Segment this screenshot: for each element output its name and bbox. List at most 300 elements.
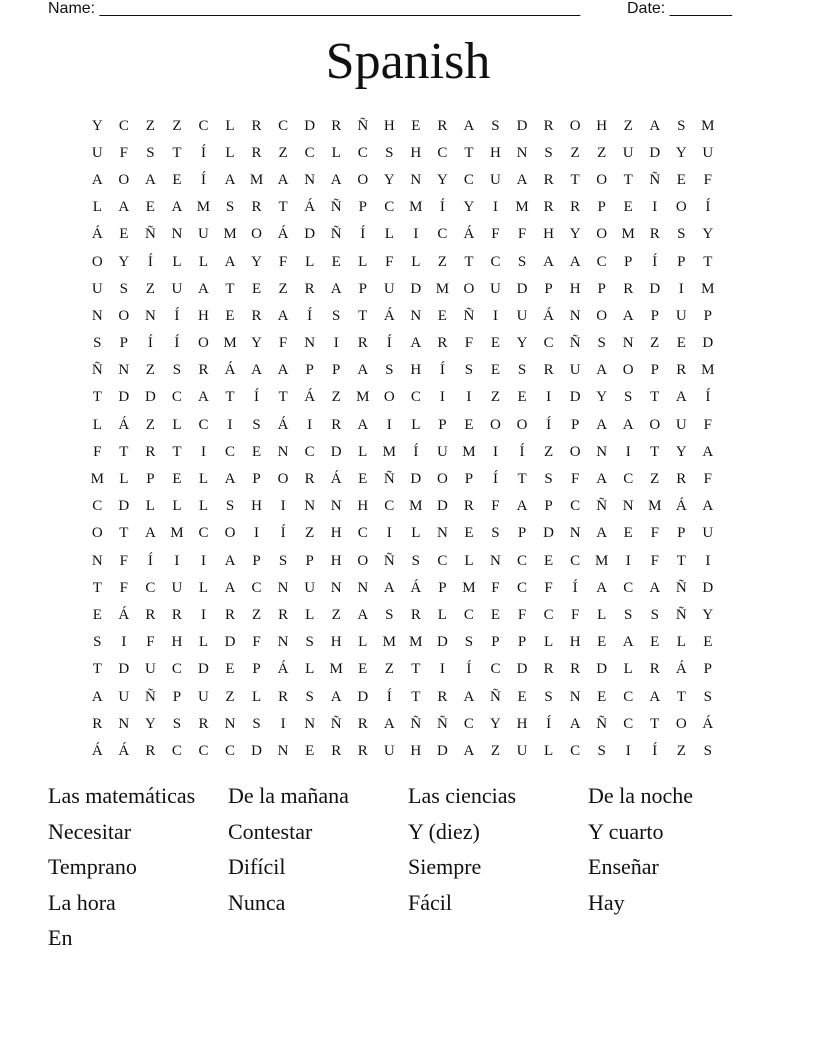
grid-cell[interactable]: N (622, 335, 634, 352)
grid-cell[interactable]: C (570, 742, 581, 759)
grid-cell[interactable]: Í (386, 335, 392, 352)
grid-cell[interactable]: S (278, 552, 288, 569)
grid-cell[interactable]: N (277, 443, 289, 460)
grid-cell[interactable]: U (304, 579, 316, 596)
grid-cell[interactable]: E (597, 688, 607, 705)
grid-cell[interactable]: L (172, 498, 182, 515)
grid-cell[interactable]: T (278, 199, 288, 216)
grid-cell[interactable]: D (410, 280, 422, 297)
grid-cell[interactable]: N (410, 307, 422, 324)
grid-cell[interactable]: Í (439, 199, 445, 216)
grid-cell[interactable]: S (385, 606, 394, 623)
grid-cell[interactable]: E (358, 471, 368, 488)
grid-cell[interactable]: A (569, 715, 581, 732)
grid-cell[interactable]: Y (596, 389, 608, 406)
grid-cell[interactable]: H (330, 634, 342, 651)
grid-cell[interactable]: H (569, 280, 581, 297)
grid-cell[interactable]: Z (251, 606, 262, 623)
grid-cell[interactable]: C (198, 117, 209, 134)
grid-cell[interactable]: P (464, 471, 474, 488)
grid-cell[interactable]: A (596, 416, 608, 433)
grid-cell[interactable]: P (305, 362, 314, 379)
grid-cell[interactable]: S (146, 144, 155, 161)
grid-cell[interactable]: O (675, 199, 687, 216)
grid-cell[interactable]: M (701, 362, 715, 379)
grid-cell[interactable]: F (703, 471, 713, 488)
grid-cell[interactable]: P (252, 552, 261, 569)
grid-cell[interactable]: P (332, 362, 341, 379)
grid-cell[interactable]: C (570, 498, 581, 515)
grid-cell[interactable]: U (118, 688, 130, 705)
grid-cell[interactable]: C (463, 715, 474, 732)
grid-cell[interactable]: I (333, 335, 339, 352)
grid-cell[interactable]: R (543, 362, 554, 379)
grid-cell[interactable]: C (171, 742, 182, 759)
grid-cell[interactable]: R (92, 715, 103, 732)
grid-cell[interactable]: Z (650, 471, 660, 488)
grid-cell[interactable]: T (172, 443, 182, 460)
grid-cell[interactable]: C (251, 579, 262, 596)
grid-cell[interactable]: C (145, 579, 156, 596)
grid-cell[interactable]: N (596, 443, 608, 460)
grid-cell[interactable]: P (172, 688, 182, 705)
grid-cell[interactable]: Z (278, 280, 288, 297)
grid-cell[interactable]: U (171, 579, 183, 596)
grid-cell[interactable]: M (701, 117, 715, 134)
grid-cell[interactable]: L (676, 634, 686, 651)
grid-cell[interactable]: Z (384, 661, 394, 678)
grid-cell[interactable]: D (436, 634, 448, 651)
grid-cell[interactable]: R (543, 171, 554, 188)
grid-cell[interactable]: O (516, 416, 528, 433)
grid-cell[interactable]: N (91, 552, 103, 569)
grid-cell[interactable]: L (172, 416, 182, 433)
grid-cell[interactable]: S (650, 606, 659, 623)
grid-cell[interactable]: E (517, 688, 527, 705)
grid-cell[interactable]: I (280, 715, 286, 732)
grid-cell[interactable]: R (304, 471, 315, 488)
grid-cell[interactable]: N (330, 579, 342, 596)
grid-cell[interactable]: U (198, 226, 209, 243)
grid-cell[interactable]: U (171, 280, 183, 297)
grid-cell[interactable]: D (118, 389, 130, 406)
grid-cell[interactable]: Á (410, 579, 422, 596)
grid-cell[interactable]: N (144, 307, 156, 324)
grid-cell[interactable]: T (703, 253, 713, 270)
grid-cell[interactable]: C (384, 199, 395, 216)
grid-cell[interactable]: R (676, 471, 687, 488)
grid-cell[interactable]: E (623, 199, 633, 216)
grid-cell[interactable]: S (464, 362, 474, 379)
grid-cell[interactable]: P (252, 471, 261, 488)
grid-cell[interactable]: Z (676, 742, 686, 759)
grid-cell[interactable]: F (119, 552, 128, 569)
grid-cell[interactable]: I (200, 552, 206, 569)
grid-cell[interactable]: Í (147, 253, 153, 270)
grid-cell[interactable]: D (649, 144, 661, 161)
grid-cell[interactable]: F (491, 226, 500, 243)
grid-cell[interactable]: C (623, 471, 634, 488)
grid-cell[interactable]: M (409, 199, 423, 216)
grid-cell[interactable]: U (702, 144, 714, 161)
grid-cell[interactable]: S (119, 280, 128, 297)
grid-cell[interactable]: A (330, 171, 342, 188)
grid-cell[interactable]: Í (360, 226, 366, 243)
grid-cell[interactable]: E (411, 117, 421, 134)
grid-cell[interactable]: O (463, 280, 475, 297)
grid-cell[interactable]: O (277, 471, 289, 488)
grid-cell[interactable]: Í (200, 171, 206, 188)
grid-cell[interactable]: S (703, 742, 713, 759)
grid-cell[interactable]: T (623, 171, 633, 188)
grid-cell[interactable]: S (544, 688, 553, 705)
grid-cell[interactable]: Z (570, 144, 580, 161)
grid-cell[interactable]: U (675, 416, 687, 433)
grid-cell[interactable]: U (91, 144, 103, 161)
grid-cell[interactable]: N (490, 552, 501, 569)
grid-cell[interactable]: C (225, 742, 236, 759)
grid-cell[interactable]: R (304, 280, 315, 297)
grid-cell[interactable]: N (569, 307, 581, 324)
grid-cell[interactable]: A (91, 171, 103, 188)
grid-cell[interactable]: Á (277, 416, 289, 433)
grid-cell[interactable]: Í (546, 416, 552, 433)
grid-cell[interactable]: E (517, 389, 527, 406)
grid-cell[interactable]: Á (91, 742, 103, 759)
grid-cell[interactable]: M (435, 280, 450, 297)
grid-cell[interactable]: T (676, 552, 686, 569)
grid-cell[interactable]: C (543, 606, 554, 623)
grid-cell[interactable]: L (543, 742, 554, 759)
grid-cell[interactable]: O (569, 443, 581, 460)
grid-cell[interactable]: Á (463, 226, 475, 243)
grid-cell[interactable]: I (174, 552, 180, 569)
grid-cell[interactable]: C (463, 606, 474, 623)
grid-cell[interactable]: M (515, 199, 529, 216)
grid-cell[interactable]: L (305, 253, 315, 270)
grid-cell[interactable]: Í (200, 144, 206, 161)
grid-cell[interactable]: E (490, 335, 501, 352)
grid-cell[interactable]: U (198, 688, 209, 705)
grid-cell[interactable]: N (569, 525, 581, 542)
grid-cell[interactable]: A (649, 579, 661, 596)
grid-cell[interactable]: R (623, 280, 634, 297)
grid-cell[interactable]: M (462, 443, 476, 460)
grid-cell[interactable]: R (251, 199, 262, 216)
grid-cell[interactable]: Z (650, 335, 660, 352)
grid-cell[interactable]: Y (144, 715, 156, 732)
grid-cell[interactable]: U (516, 307, 528, 324)
grid-cell[interactable]: Ñ (91, 362, 103, 379)
grid-cell[interactable]: C (171, 661, 182, 678)
grid-cell[interactable]: T (119, 443, 129, 460)
grid-cell[interactable]: U (516, 742, 528, 759)
grid-cell[interactable]: D (410, 471, 422, 488)
grid-cell[interactable]: C (225, 443, 236, 460)
grid-cell[interactable]: Z (543, 443, 554, 460)
grid-cell[interactable]: S (677, 226, 686, 243)
grid-cell[interactable]: L (411, 253, 421, 270)
grid-cell[interactable]: L (172, 253, 182, 270)
grid-cell[interactable]: F (278, 335, 288, 352)
grid-cell[interactable]: P (146, 471, 155, 488)
grid-cell[interactable]: Y (436, 171, 448, 188)
grid-cell[interactable]: N (171, 226, 183, 243)
grid-cell[interactable]: C (517, 579, 528, 596)
grid-cell[interactable]: I (413, 226, 419, 243)
grid-cell[interactable]: S (491, 117, 500, 134)
grid-cell[interactable]: Y (675, 443, 687, 460)
grid-cell[interactable]: F (385, 253, 394, 270)
grid-cell[interactable]: E (251, 280, 262, 297)
grid-cell[interactable]: R (145, 443, 156, 460)
grid-cell[interactable]: N (330, 498, 342, 515)
grid-cell[interactable]: R (676, 362, 687, 379)
grid-cell[interactable]: L (597, 606, 607, 623)
grid-cell[interactable]: R (145, 742, 156, 759)
grid-cell[interactable]: D (304, 117, 316, 134)
grid-cell[interactable]: L (623, 661, 633, 678)
grid-cell[interactable]: M (462, 579, 476, 596)
grid-cell[interactable]: T (411, 661, 421, 678)
grid-cell[interactable]: I (227, 416, 233, 433)
grid-cell[interactable]: S (703, 688, 713, 705)
grid-cell[interactable]: P (305, 552, 314, 569)
grid-cell[interactable]: T (172, 144, 182, 161)
grid-cell[interactable]: F (491, 579, 500, 596)
grid-cell[interactable]: U (569, 362, 581, 379)
grid-cell[interactable]: F (650, 525, 659, 542)
grid-cell[interactable]: I (625, 742, 631, 759)
grid-cell[interactable]: Ñ (144, 688, 156, 705)
grid-cell[interactable]: Z (305, 525, 315, 542)
grid-cell[interactable]: T (676, 688, 686, 705)
grid-cell[interactable]: N (277, 742, 289, 759)
grid-cell[interactable]: O (596, 226, 608, 243)
grid-cell[interactable]: Z (490, 742, 501, 759)
grid-cell[interactable]: O (357, 552, 369, 569)
grid-cell[interactable]: A (675, 389, 687, 406)
grid-cell[interactable]: P (358, 280, 367, 297)
grid-cell[interactable]: O (224, 525, 236, 542)
grid-cell[interactable]: E (225, 307, 235, 324)
grid-cell[interactable]: R (437, 688, 448, 705)
grid-cell[interactable]: N (622, 498, 634, 515)
grid-cell[interactable]: A (702, 443, 714, 460)
grid-cell[interactable]: T (650, 715, 660, 732)
grid-cell[interactable]: Y (463, 199, 475, 216)
grid-cell[interactable]: Z (145, 362, 155, 379)
grid-cell[interactable]: U (383, 280, 395, 297)
grid-cell[interactable]: H (543, 226, 554, 243)
grid-cell[interactable]: Ñ (675, 606, 687, 623)
grid-cell[interactable]: C (304, 144, 315, 161)
grid-cell[interactable]: I (280, 498, 286, 515)
grid-cell[interactable]: Í (519, 443, 525, 460)
grid-cell[interactable]: Í (705, 199, 711, 216)
grid-cell[interactable]: D (596, 661, 608, 678)
grid-cell[interactable]: D (702, 579, 714, 596)
grid-cell[interactable]: T (92, 389, 102, 406)
grid-cell[interactable]: E (305, 742, 315, 759)
grid-cell[interactable]: Y (516, 335, 528, 352)
grid-cell[interactable]: N (304, 498, 316, 515)
grid-cell[interactable]: E (119, 226, 129, 243)
grid-cell[interactable]: A (702, 498, 714, 515)
grid-cell[interactable]: R (198, 715, 209, 732)
grid-cell[interactable]: S (225, 199, 235, 216)
grid-cell[interactable]: A (622, 416, 634, 433)
grid-cell[interactable]: M (223, 226, 237, 243)
grid-cell[interactable]: S (411, 552, 420, 569)
grid-cell[interactable]: R (331, 416, 342, 433)
grid-cell[interactable]: C (437, 552, 448, 569)
grid-cell[interactable]: E (92, 606, 102, 623)
grid-cell[interactable]: R (437, 335, 448, 352)
grid-cell[interactable]: S (172, 715, 182, 732)
grid-cell[interactable]: R (437, 117, 448, 134)
grid-cell[interactable]: C (437, 226, 448, 243)
grid-cell[interactable]: H (596, 117, 608, 134)
grid-cell[interactable]: D (702, 335, 714, 352)
grid-cell[interactable]: L (198, 634, 209, 651)
grid-cell[interactable]: L (198, 498, 209, 515)
grid-cell[interactable]: L (198, 579, 209, 596)
grid-cell[interactable]: Í (307, 307, 313, 324)
grid-cell[interactable]: E (490, 362, 501, 379)
grid-cell[interactable]: O (118, 171, 130, 188)
grid-cell[interactable]: A (144, 171, 156, 188)
grid-cell[interactable]: I (492, 307, 498, 324)
grid-cell[interactable]: Í (572, 579, 578, 596)
grid-cell[interactable]: Á (118, 742, 130, 759)
grid-cell[interactable]: A (198, 280, 209, 297)
grid-cell[interactable]: P (544, 498, 553, 515)
grid-cell[interactable]: I (652, 199, 658, 216)
grid-cell[interactable]: Z (623, 117, 633, 134)
grid-cell[interactable]: I (439, 661, 445, 678)
grid-cell[interactable]: C (623, 715, 634, 732)
grid-cell[interactable]: O (91, 525, 103, 542)
grid-cell[interactable]: Ñ (675, 579, 687, 596)
grid-cell[interactable]: N (118, 362, 130, 379)
grid-cell[interactable]: L (411, 416, 421, 433)
grid-cell[interactable]: Í (280, 525, 286, 542)
grid-cell[interactable]: E (464, 525, 474, 542)
grid-cell[interactable]: N (277, 579, 289, 596)
grid-cell[interactable]: P (544, 280, 553, 297)
grid-cell[interactable]: P (491, 634, 500, 651)
grid-cell[interactable]: R (171, 606, 182, 623)
grid-cell[interactable]: A (543, 253, 554, 270)
grid-cell[interactable]: S (385, 144, 394, 161)
grid-cell[interactable]: R (251, 144, 262, 161)
grid-cell[interactable]: H (516, 715, 528, 732)
grid-cell[interactable]: F (146, 634, 155, 651)
grid-cell[interactable]: L (305, 661, 315, 678)
grid-cell[interactable]: T (92, 661, 102, 678)
grid-cell[interactable]: R (357, 715, 368, 732)
grid-cell[interactable]: I (439, 389, 445, 406)
grid-cell[interactable]: L (543, 634, 554, 651)
grid-cell[interactable]: C (278, 117, 289, 134)
grid-cell[interactable]: C (92, 498, 103, 515)
grid-cell[interactable]: F (570, 471, 580, 488)
grid-cell[interactable]: Ñ (144, 226, 156, 243)
grid-cell[interactable]: P (119, 335, 128, 352)
grid-cell[interactable]: M (382, 443, 396, 460)
grid-cell[interactable]: D (357, 688, 369, 705)
grid-cell[interactable]: A (463, 117, 475, 134)
grid-cell[interactable]: S (172, 362, 182, 379)
grid-cell[interactable]: D (118, 661, 130, 678)
grid-cell[interactable]: Z (145, 416, 155, 433)
grid-cell[interactable]: A (596, 471, 608, 488)
grid-cell[interactable]: M (90, 471, 104, 488)
grid-cell[interactable]: N (410, 171, 422, 188)
grid-cell[interactable]: A (224, 552, 236, 569)
grid-cell[interactable]: Y (569, 226, 581, 243)
grid-cell[interactable]: R (410, 606, 421, 623)
grid-cell[interactable]: C (171, 389, 182, 406)
grid-cell[interactable]: R (145, 606, 156, 623)
name-field[interactable]: Name: ______________________________________________________ (48, 0, 581, 17)
grid-cell[interactable]: Í (413, 443, 419, 460)
grid-cell[interactable]: Á (383, 307, 395, 324)
grid-cell[interactable]: P (650, 362, 659, 379)
grid-cell[interactable]: A (171, 199, 183, 216)
grid-cell[interactable]: E (623, 525, 633, 542)
grid-cell[interactable]: L (358, 253, 368, 270)
grid-cell[interactable]: Á (675, 498, 687, 515)
grid-cell[interactable]: A (251, 362, 262, 379)
grid-cell[interactable]: O (569, 117, 581, 134)
grid-cell[interactable]: A (91, 688, 103, 705)
grid-cell[interactable]: S (305, 688, 314, 705)
grid-cell[interactable]: Y (702, 606, 714, 623)
grid-cell[interactable]: M (701, 280, 715, 297)
grid-cell[interactable]: M (621, 226, 635, 243)
grid-cell[interactable]: S (385, 362, 394, 379)
grid-cell[interactable]: A (277, 307, 289, 324)
grid-cell[interactable]: N (516, 144, 528, 161)
grid-cell[interactable]: A (224, 579, 236, 596)
grid-cell[interactable]: I (307, 416, 313, 433)
grid-cell[interactable]: U (383, 742, 395, 759)
grid-cell[interactable]: O (357, 171, 369, 188)
grid-cell[interactable]: Z (145, 280, 155, 297)
grid-cell[interactable]: S (225, 498, 235, 515)
grid-cell[interactable]: Ñ (330, 199, 342, 216)
grid-cell[interactable]: Í (705, 389, 711, 406)
grid-cell[interactable]: O (675, 715, 687, 732)
grid-cell[interactable]: C (490, 661, 501, 678)
grid-cell[interactable]: T (650, 389, 660, 406)
grid-cell[interactable]: Y (675, 144, 687, 161)
grid-cell[interactable]: L (358, 443, 368, 460)
grid-cell[interactable]: T (119, 525, 129, 542)
grid-cell[interactable]: I (625, 443, 631, 460)
grid-cell[interactable]: A (569, 253, 581, 270)
grid-cell[interactable]: R (649, 661, 660, 678)
grid-cell[interactable]: Y (118, 253, 130, 270)
grid-cell[interactable]: D (569, 389, 581, 406)
grid-cell[interactable]: L (92, 416, 102, 433)
grid-cell[interactable]: D (304, 226, 316, 243)
grid-cell[interactable]: S (93, 335, 102, 352)
grid-cell[interactable]: E (172, 171, 182, 188)
grid-cell[interactable]: R (543, 199, 554, 216)
